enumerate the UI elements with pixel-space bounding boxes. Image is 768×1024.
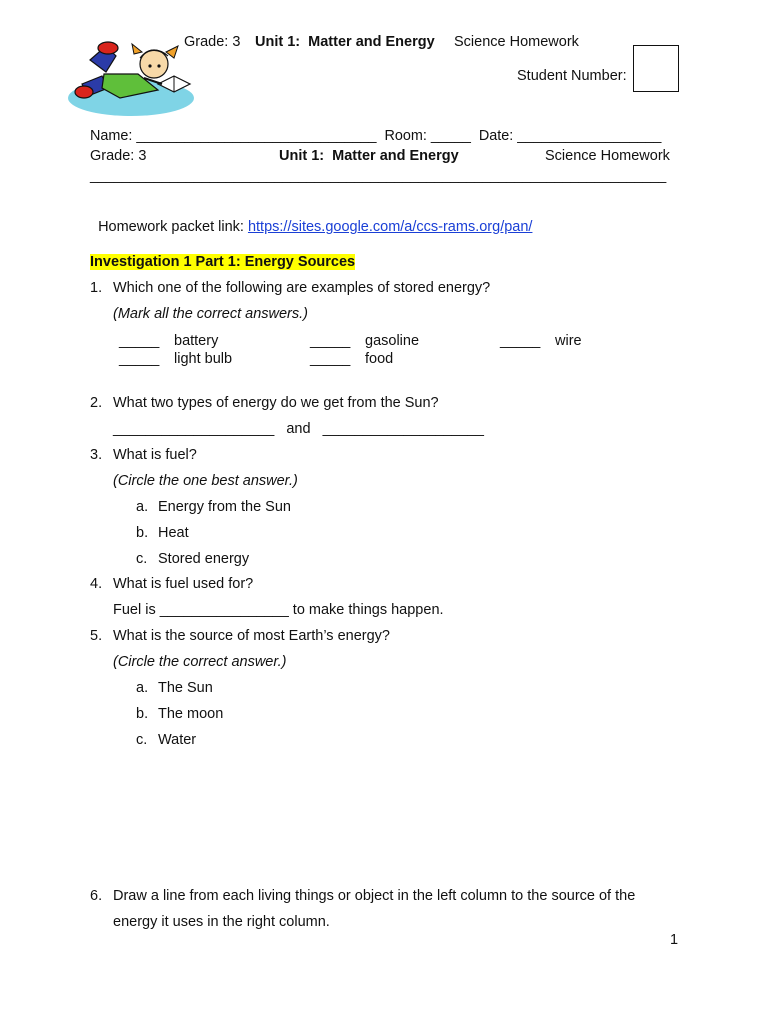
q1-option-battery: battery — [174, 333, 219, 349]
packet-link-label: Homework packet link: — [98, 219, 248, 235]
q5-choice-letter: a. — [136, 680, 149, 696]
name-room-date-line: Name: ______________________________ Room: _____ Date: __________________ — [90, 128, 662, 144]
header-grade: Grade: 3 — [184, 34, 241, 50]
q5-choice-letter: b. — [136, 706, 149, 722]
page-number: 1 — [670, 932, 679, 948]
q3-choice-letter: a. — [136, 499, 149, 515]
q5-choice-letter: c. — [136, 732, 148, 748]
q6-text-line2: energy it uses in the right column. — [113, 914, 330, 930]
q1-blank-food[interactable]: _____ — [310, 351, 351, 367]
q3-choice-text[interactable]: Stored energy — [158, 551, 250, 567]
q3-choice-letter: b. — [136, 525, 149, 541]
q5-choice-text[interactable]: The moon — [158, 706, 224, 722]
q1-blank-wire[interactable]: _____ — [500, 333, 541, 349]
q2-answer-line[interactable]: ____________________ and ____________________ — [113, 421, 484, 437]
q3-choice-text[interactable]: Heat — [158, 525, 189, 541]
info-subject: Science Homework — [545, 148, 670, 164]
q1-option-food: food — [365, 351, 394, 367]
q4-number: 4. — [90, 576, 103, 592]
q1-blank-battery[interactable]: _____ — [119, 333, 160, 349]
q1-text: Which one of the following are examples of stored energy? — [113, 280, 491, 296]
info-unit: Unit 1: Matter and Energy — [279, 148, 459, 164]
q1-option-light-bulb: light bulb — [174, 351, 233, 367]
q6-number: 6. — [90, 888, 103, 904]
packet-link-row — [90, 203, 532, 235]
q4-text: What is fuel used for? — [113, 576, 254, 592]
q1-blank-gasoline[interactable]: _____ — [310, 333, 351, 349]
q1-number: 1. — [90, 280, 103, 296]
separator-rule: ________________________________________________________________________ — [90, 168, 667, 184]
q5-text: What is the source of most Earth’s energy? — [113, 628, 390, 644]
q5-hint: (Circle the correct answer.) — [113, 654, 287, 670]
q1-hint: (Mark all the correct answers.) — [113, 306, 308, 322]
q4-answer-line[interactable]: Fuel is ________________ to make things happen. — [113, 602, 444, 618]
q5-number: 5. — [90, 628, 103, 644]
q3-choice-letter: c. — [136, 551, 148, 567]
q5-choice-text[interactable]: The Sun — [158, 680, 213, 696]
section-title: Investigation 1 Part 1: Energy Sources — [90, 254, 356, 270]
q3-choice-text[interactable]: Energy from the Sun — [158, 499, 291, 515]
packet-link[interactable]: https://sites.google.com/a/ccs-rams.org/pan/ — [247, 219, 533, 235]
q6-text-line1: Draw a line from each living things or object in the left column to the source of the — [113, 888, 636, 904]
q3-hint: (Circle the one best answer.) — [113, 473, 298, 489]
reading-child-illustration — [62, 40, 200, 118]
q2-text: What two types of energy do we get from the Sun? — [113, 395, 439, 411]
header-subject: Science Homework — [454, 34, 579, 50]
q1-option-wire: wire — [555, 333, 582, 349]
header-unit: Unit 1: Matter and Energy — [255, 34, 435, 50]
student-number-box[interactable] — [633, 45, 679, 92]
q2-number: 2. — [90, 395, 103, 411]
q3-number: 3. — [90, 447, 103, 463]
q5-choice-text[interactable]: Water — [158, 732, 197, 748]
q1-option-gasoline: gasoline — [365, 333, 420, 349]
q3-text: What is fuel? — [113, 447, 197, 463]
info-grade: Grade: 3 — [90, 148, 147, 164]
q1-blank-light-bulb[interactable]: _____ — [119, 351, 160, 367]
student-number-label: Student Number: — [517, 68, 627, 84]
